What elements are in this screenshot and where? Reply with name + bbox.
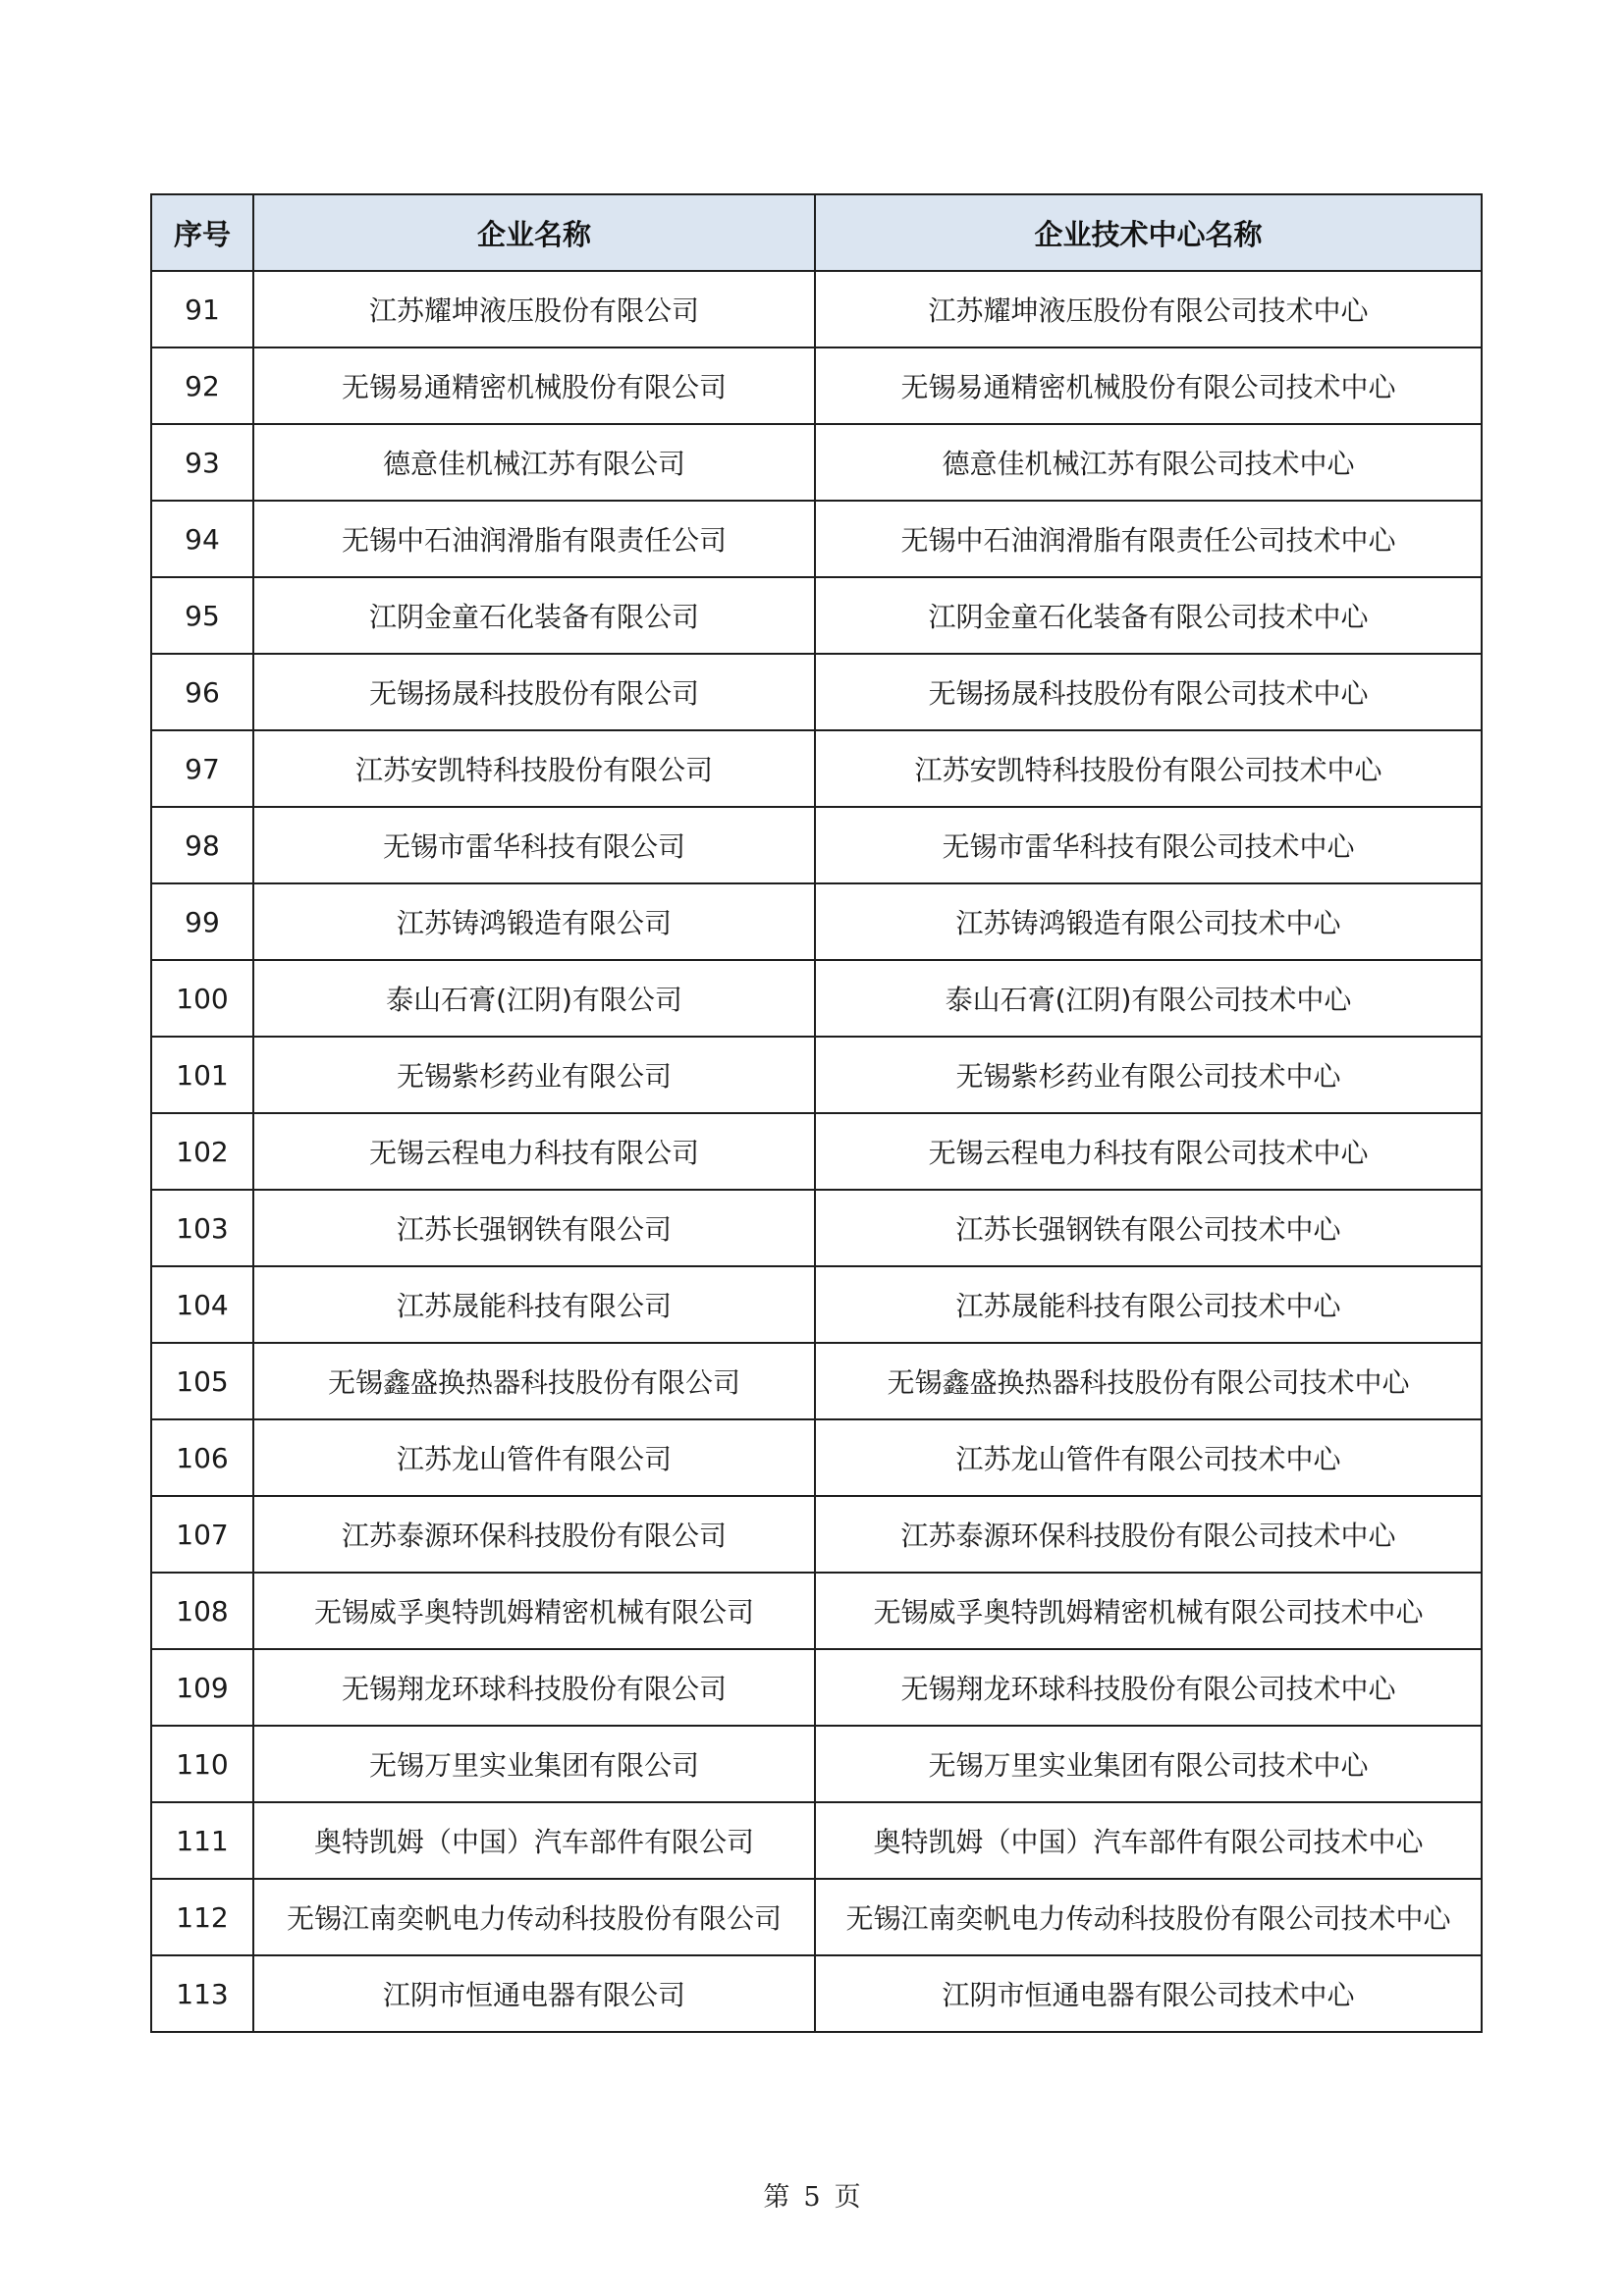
- cell-tech-center-name: 江苏耀坤液压股份有限公司技术中心: [815, 271, 1482, 347]
- page-number-prefix: 第: [763, 2182, 790, 2213]
- table-row: [151, 1955, 1482, 2032]
- cell-company-name: 江阴金童石化装备有限公司: [253, 577, 815, 654]
- cell-company-name: 江阴市恒通电器有限公司: [253, 1955, 815, 2032]
- cell-company-name: 无锡江南奕帆电力传动科技股份有限公司: [253, 1879, 815, 1955]
- table-row: [151, 1113, 1482, 1190]
- table-row: [151, 424, 1482, 501]
- cell-company-name: 无锡中石油润滑脂有限责任公司: [253, 501, 815, 577]
- cell-tech-center-name: 奥特凯姆（中国）汽车部件有限公司技术中心: [815, 1802, 1482, 1879]
- table-row: [151, 1802, 1482, 1879]
- cell-company-name: 江苏晟能科技有限公司: [253, 1266, 815, 1343]
- cell-tech-center-name: 泰山石膏(江阴)有限公司技术中心: [815, 960, 1482, 1037]
- cell-company-name: 江苏泰源环保科技股份有限公司: [253, 1496, 815, 1573]
- cell-serial-number: 99: [151, 883, 253, 960]
- table-header: [151, 194, 1482, 271]
- cell-company-name: 江苏长强钢铁有限公司: [253, 1190, 815, 1266]
- cell-tech-center-name: 江阴市恒通电器有限公司技术中心: [815, 1955, 1482, 2032]
- cell-tech-center-name: 江苏铸鸿锻造有限公司技术中心: [815, 883, 1482, 960]
- cell-company-name: 无锡扬晟科技股份有限公司: [253, 654, 815, 730]
- cell-tech-center-name: 无锡市雷华科技有限公司技术中心: [815, 807, 1482, 883]
- cell-tech-center-name: 无锡鑫盛换热器科技股份有限公司技术中心: [815, 1343, 1482, 1419]
- cell-tech-center-name: 德意佳机械江苏有限公司技术中心: [815, 424, 1482, 501]
- cell-serial-number: 106: [151, 1419, 253, 1496]
- cell-company-name: 无锡易通精密机械股份有限公司: [253, 347, 815, 424]
- cell-company-name: 奥特凯姆（中国）汽车部件有限公司: [253, 1802, 815, 1879]
- cell-tech-center-name: 江苏龙山管件有限公司技术中心: [815, 1419, 1482, 1496]
- cell-tech-center-name: 无锡易通精密机械股份有限公司技术中心: [815, 347, 1482, 424]
- page-number-suffix: 页: [834, 2182, 861, 2213]
- table-row: [151, 654, 1482, 730]
- cell-company-name: 江苏铸鸿锻造有限公司: [253, 883, 815, 960]
- cell-serial-number: 112: [151, 1879, 253, 1955]
- table-row: [151, 271, 1482, 347]
- cell-company-name: 无锡威孚奥特凯姆精密机械有限公司: [253, 1573, 815, 1649]
- cell-company-name: 江苏耀坤液压股份有限公司: [253, 271, 815, 347]
- cell-tech-center-name: 江苏安凯特科技股份有限公司技术中心: [815, 730, 1482, 807]
- table-row: [151, 1037, 1482, 1113]
- cell-tech-center-name: 无锡江南奕帆电力传动科技股份有限公司技术中心: [815, 1879, 1482, 1955]
- cell-tech-center-name: 江苏长强钢铁有限公司技术中心: [815, 1190, 1482, 1266]
- cell-company-name: 江苏安凯特科技股份有限公司: [253, 730, 815, 807]
- cell-serial-number: 92: [151, 347, 253, 424]
- table-row: [151, 1190, 1482, 1266]
- table-row: [151, 347, 1482, 424]
- cell-company-name: 无锡云程电力科技有限公司: [253, 1113, 815, 1190]
- table-row: [151, 960, 1482, 1037]
- cell-serial-number: 107: [151, 1496, 253, 1573]
- cell-company-name: 江苏龙山管件有限公司: [253, 1419, 815, 1496]
- cell-tech-center-name: 无锡翔龙环球科技股份有限公司技术中心: [815, 1649, 1482, 1726]
- cell-tech-center-name: 无锡紫杉药业有限公司技术中心: [815, 1037, 1482, 1113]
- enterprise-tech-center-table: [150, 193, 1483, 2033]
- cell-serial-number: 101: [151, 1037, 253, 1113]
- cell-company-name: 德意佳机械江苏有限公司: [253, 424, 815, 501]
- cell-serial-number: 95: [151, 577, 253, 654]
- cell-serial-number: 109: [151, 1649, 253, 1726]
- table-row: [151, 1419, 1482, 1496]
- cell-serial-number: 103: [151, 1190, 253, 1266]
- page-number: 5: [803, 2182, 821, 2213]
- cell-serial-number: 100: [151, 960, 253, 1037]
- cell-serial-number: 91: [151, 271, 253, 347]
- cell-tech-center-name: 无锡中石油润滑脂有限责任公司技术中心: [815, 501, 1482, 577]
- cell-company-name: 无锡翔龙环球科技股份有限公司: [253, 1649, 815, 1726]
- cell-company-name: 无锡万里实业集团有限公司: [253, 1726, 815, 1802]
- table-row: [151, 807, 1482, 883]
- cell-tech-center-name: 江苏泰源环保科技股份有限公司技术中心: [815, 1496, 1482, 1573]
- cell-company-name: 无锡市雷华科技有限公司: [253, 807, 815, 883]
- cell-tech-center-name: 无锡扬晟科技股份有限公司技术中心: [815, 654, 1482, 730]
- cell-serial-number: 98: [151, 807, 253, 883]
- header-tech-center-name: 企业技术中心名称: [815, 194, 1482, 271]
- cell-company-name: 无锡鑫盛换热器科技股份有限公司: [253, 1343, 815, 1419]
- cell-serial-number: 111: [151, 1802, 253, 1879]
- cell-company-name: 无锡紫杉药业有限公司: [253, 1037, 815, 1113]
- cell-serial-number: 96: [151, 654, 253, 730]
- table-row: [151, 577, 1482, 654]
- cell-tech-center-name: 无锡万里实业集团有限公司技术中心: [815, 1726, 1482, 1802]
- page-footer: [0, 2175, 1624, 2214]
- table-row: [151, 1573, 1482, 1649]
- header-company-name: 企业名称: [253, 194, 815, 271]
- header-serial-number: 序号: [151, 194, 253, 271]
- table-row: [151, 1496, 1482, 1573]
- table-row: [151, 1343, 1482, 1419]
- cell-serial-number: 108: [151, 1573, 253, 1649]
- table-row: [151, 883, 1482, 960]
- cell-serial-number: 94: [151, 501, 253, 577]
- cell-serial-number: 105: [151, 1343, 253, 1419]
- cell-tech-center-name: 无锡云程电力科技有限公司技术中心: [815, 1113, 1482, 1190]
- table-row: [151, 1266, 1482, 1343]
- cell-serial-number: 102: [151, 1113, 253, 1190]
- table-body: [151, 271, 1482, 2032]
- cell-tech-center-name: 江阴金童石化装备有限公司技术中心: [815, 577, 1482, 654]
- table-row: [151, 1726, 1482, 1802]
- cell-serial-number: 97: [151, 730, 253, 807]
- table-row: [151, 1649, 1482, 1726]
- table-row: [151, 730, 1482, 807]
- cell-tech-center-name: 无锡威孚奥特凯姆精密机械有限公司技术中心: [815, 1573, 1482, 1649]
- header-row: [151, 194, 1482, 271]
- cell-serial-number: 110: [151, 1726, 253, 1802]
- cell-serial-number: 104: [151, 1266, 253, 1343]
- cell-tech-center-name: 江苏晟能科技有限公司技术中心: [815, 1266, 1482, 1343]
- table-row: [151, 501, 1482, 577]
- table-row: [151, 1879, 1482, 1955]
- cell-serial-number: 93: [151, 424, 253, 501]
- cell-serial-number: 113: [151, 1955, 253, 2032]
- cell-company-name: 泰山石膏(江阴)有限公司: [253, 960, 815, 1037]
